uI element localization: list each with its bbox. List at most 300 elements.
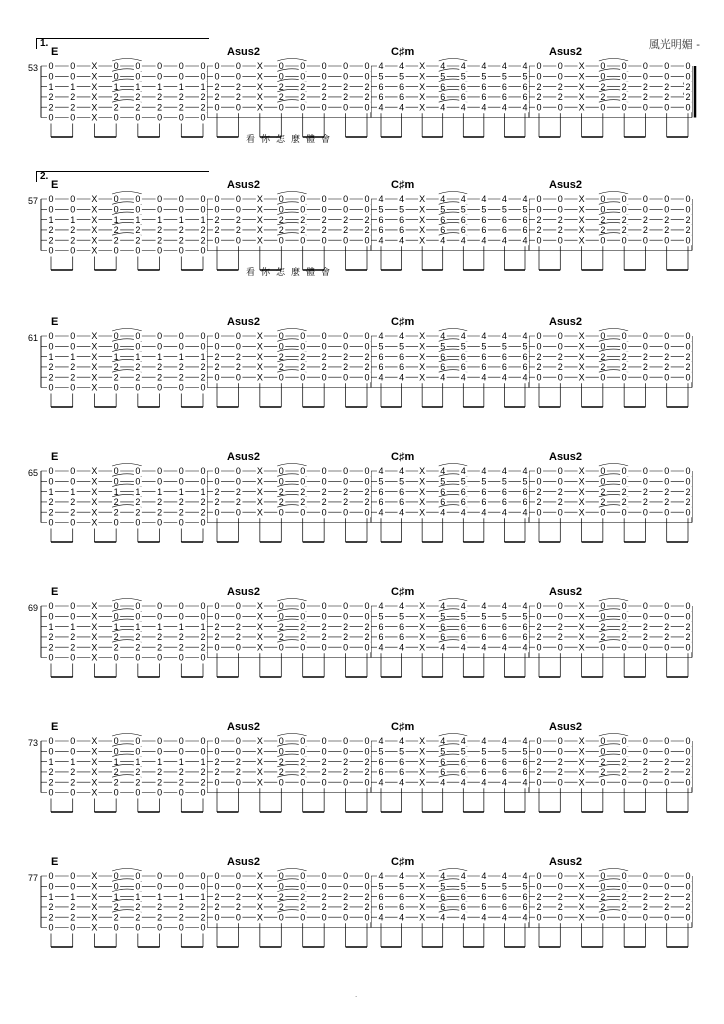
muted-note: X xyxy=(578,642,585,653)
muted-note: X xyxy=(91,497,98,508)
fret-number: 2 xyxy=(278,92,284,103)
fret-number: 0 xyxy=(321,331,327,342)
fret-number: 4 xyxy=(378,331,384,342)
fret-number: 0 xyxy=(343,507,349,518)
fret-number: 4 xyxy=(440,194,446,205)
fret-number: 5 xyxy=(399,611,405,622)
fret-number: 0 xyxy=(600,102,606,113)
fret-number: 0 xyxy=(321,466,327,477)
tab-staff xyxy=(24,850,700,960)
muted-note: X xyxy=(256,746,263,757)
muted-note: X xyxy=(91,871,98,882)
fret-number: 1 xyxy=(48,756,54,767)
fret-number: 6 xyxy=(481,902,487,913)
fret-number: 4 xyxy=(501,777,507,788)
fret-number: 5 xyxy=(522,611,528,622)
fret-number: 4 xyxy=(460,601,466,612)
fret-number: 2 xyxy=(642,362,648,373)
fret-number: 2 xyxy=(200,235,206,246)
fret-number: 2 xyxy=(343,214,349,225)
fret-number: 4 xyxy=(481,466,487,477)
fret-number: 4 xyxy=(440,507,446,518)
muted-note: X xyxy=(91,351,98,362)
fret-number: 2 xyxy=(157,497,163,508)
fret-number: 4 xyxy=(481,372,487,383)
chord-name: Asus2 xyxy=(549,46,583,58)
fret-number: 0 xyxy=(664,642,670,653)
fret-number: 0 xyxy=(557,204,563,215)
fret-number: 2 xyxy=(214,902,220,913)
fret-number: 0 xyxy=(113,194,119,205)
fret-number: 6 xyxy=(522,362,528,373)
fret-number: 6 xyxy=(522,81,528,92)
fret-number: 0 xyxy=(113,922,119,933)
muted-note: X xyxy=(256,507,263,518)
volta-label: 1. xyxy=(40,38,49,49)
fret-number: 0 xyxy=(364,71,370,82)
fret-number: 0 xyxy=(664,194,670,205)
muted-note: X xyxy=(419,881,426,892)
fret-number: 2 xyxy=(48,92,54,103)
fret-number: 0 xyxy=(557,476,563,487)
fret-number: 5 xyxy=(522,746,528,757)
fret-number: 0 xyxy=(536,912,542,923)
fret-number: 2 xyxy=(642,621,648,632)
fret-number: 0 xyxy=(278,736,284,747)
fret-number: 0 xyxy=(214,331,220,342)
fret-number: 1 xyxy=(178,756,184,767)
fret-number: 2 xyxy=(642,351,648,362)
fret-number: 6 xyxy=(378,214,384,225)
fret-number: 2 xyxy=(600,756,606,767)
fret-number: 6 xyxy=(399,225,405,236)
fret-number: 1 xyxy=(48,486,54,497)
fret-number: 6 xyxy=(440,486,446,497)
fret-number: 6 xyxy=(399,632,405,643)
muted-note: X xyxy=(578,102,585,113)
fret-number: 0 xyxy=(642,881,648,892)
fret-number: 6 xyxy=(501,756,507,767)
fret-number: 0 xyxy=(600,341,606,352)
fret-number: 2 xyxy=(621,351,627,362)
muted-note: X xyxy=(256,756,263,767)
fret-number: 2 xyxy=(70,102,76,113)
fret-number: 5 xyxy=(460,71,466,82)
fret-number: 0 xyxy=(135,112,141,123)
muted-note: X xyxy=(578,507,585,518)
fret-number: 2 xyxy=(235,756,241,767)
fret-number: 0 xyxy=(300,912,306,923)
fret-number: 6 xyxy=(399,902,405,913)
fret-number: 0 xyxy=(536,736,542,747)
fret-number: 2 xyxy=(200,372,206,383)
fret-number: 0 xyxy=(664,736,670,747)
muted-note: X xyxy=(578,871,585,882)
fret-number: 4 xyxy=(481,194,487,205)
fret-number: 6 xyxy=(460,767,466,778)
chord-name: C♯m xyxy=(391,46,415,58)
muted-note: X xyxy=(419,621,426,632)
fret-number: 0 xyxy=(214,746,220,757)
fret-number: 2 xyxy=(557,767,563,778)
fret-number: 1 xyxy=(157,214,163,225)
fret-number: 0 xyxy=(235,341,241,352)
fret-number: 4 xyxy=(378,235,384,246)
fret-number: 2 xyxy=(235,902,241,913)
fret-number: 2 xyxy=(48,225,54,236)
fret-number: 6 xyxy=(522,621,528,632)
fret-number: 0 xyxy=(300,601,306,612)
muted-note: X xyxy=(578,881,585,892)
fret-number: 0 xyxy=(200,881,206,892)
fret-number: 2 xyxy=(278,486,284,497)
muted-note: X xyxy=(419,194,426,205)
fret-number: 5 xyxy=(460,611,466,622)
fret-number: 0 xyxy=(685,746,691,757)
chord-name: E xyxy=(51,586,59,598)
fret-number: 0 xyxy=(536,601,542,612)
fret-number: 2 xyxy=(235,92,241,103)
fret-number: 6 xyxy=(522,756,528,767)
fret-number: 2 xyxy=(178,497,184,508)
fret-number: 6 xyxy=(378,891,384,902)
fret-number: 2 xyxy=(664,632,670,643)
fret-number: 0 xyxy=(364,102,370,113)
muted-note: X xyxy=(578,632,585,643)
fret-number: 2 xyxy=(278,756,284,767)
fret-number: 0 xyxy=(364,476,370,487)
fret-number: 2 xyxy=(178,92,184,103)
muted-note: X xyxy=(256,486,263,497)
fret-number: 5 xyxy=(399,341,405,352)
fret-number: 2 xyxy=(70,632,76,643)
fret-number: 0 xyxy=(557,746,563,757)
fret-number: 0 xyxy=(300,507,306,518)
fret-number: 0 xyxy=(200,194,206,205)
fret-number: 0 xyxy=(557,235,563,246)
fret-number: 5 xyxy=(440,71,446,82)
muted-note: X xyxy=(91,881,98,892)
fret-number: 0 xyxy=(685,61,691,72)
fret-number: 2 xyxy=(200,642,206,653)
fret-number: 2 xyxy=(200,632,206,643)
muted-note: X xyxy=(91,611,98,622)
muted-note: X xyxy=(419,507,426,518)
fret-number: 4 xyxy=(378,61,384,72)
fret-number: 6 xyxy=(460,497,466,508)
fret-number: 0 xyxy=(536,476,542,487)
muted-note: X xyxy=(578,81,585,92)
muted-note: X xyxy=(256,71,263,82)
fret-number: 6 xyxy=(522,891,528,902)
fret-number: 2 xyxy=(178,642,184,653)
fret-number: 0 xyxy=(135,736,141,747)
fret-number: 2 xyxy=(557,214,563,225)
fret-number: 5 xyxy=(460,204,466,215)
muted-note: X xyxy=(256,341,263,352)
fret-number: 0 xyxy=(364,912,370,923)
muted-note: X xyxy=(91,341,98,352)
fret-number: 2 xyxy=(235,632,241,643)
fret-number: 0 xyxy=(70,787,76,798)
fret-number: 0 xyxy=(536,194,542,205)
fret-number: 0 xyxy=(214,881,220,892)
fret-number: 4 xyxy=(399,466,405,477)
fret-number: 6 xyxy=(481,92,487,103)
fret-number: 2 xyxy=(685,362,691,373)
muted-note: X xyxy=(578,214,585,225)
chord-name: Asus2 xyxy=(227,46,261,58)
fret-number: 0 xyxy=(70,194,76,205)
fret-number: 6 xyxy=(460,902,466,913)
fret-number: 2 xyxy=(235,767,241,778)
fret-number: 0 xyxy=(48,922,54,933)
fret-number: 6 xyxy=(378,486,384,497)
fret-number: 4 xyxy=(481,871,487,882)
fret-number: 0 xyxy=(135,787,141,798)
fret-number: 6 xyxy=(522,92,528,103)
fret-number: 0 xyxy=(321,777,327,788)
fret-number: 0 xyxy=(685,611,691,622)
fret-number: 4 xyxy=(440,736,446,747)
lyrics: 看你怎麼體會 xyxy=(246,135,337,145)
fret-number: 1 xyxy=(157,891,163,902)
fret-number: 4 xyxy=(460,642,466,653)
fret-number: 6 xyxy=(440,92,446,103)
fret-number: 0 xyxy=(557,871,563,882)
fret-number: 0 xyxy=(214,777,220,788)
fret-number: 2 xyxy=(214,767,220,778)
fret-number: 0 xyxy=(343,642,349,653)
muted-note: X xyxy=(419,611,426,622)
fret-number: 4 xyxy=(399,235,405,246)
fret-number: 5 xyxy=(378,204,384,215)
fret-number: 0 xyxy=(70,204,76,215)
fret-number: 2 xyxy=(135,632,141,643)
fret-number: 0 xyxy=(157,194,163,205)
fret-number: 1 xyxy=(200,351,206,362)
fret-number: 0 xyxy=(642,194,648,205)
fret-number: 2 xyxy=(235,362,241,373)
muted-note: X xyxy=(256,362,263,373)
fret-number: 0 xyxy=(343,194,349,205)
fret-number: 2 xyxy=(135,902,141,913)
fret-number: 0 xyxy=(235,507,241,518)
muted-note: X xyxy=(419,736,426,747)
fret-number: 0 xyxy=(321,61,327,72)
fret-number: 6 xyxy=(460,92,466,103)
fret-number: 1 xyxy=(157,351,163,362)
fret-number: 5 xyxy=(399,476,405,487)
muted-note: X xyxy=(578,601,585,612)
fret-number: 2 xyxy=(70,902,76,913)
muted-note: X xyxy=(578,621,585,632)
fret-number: 0 xyxy=(621,204,627,215)
fret-number: 2 xyxy=(321,81,327,92)
fret-number: 0 xyxy=(300,61,306,72)
fret-number: 4 xyxy=(481,235,487,246)
fret-number: 2 xyxy=(200,362,206,373)
fret-number: 0 xyxy=(642,736,648,747)
fret-number: 6 xyxy=(460,632,466,643)
fret-number: 0 xyxy=(685,71,691,82)
muted-note: X xyxy=(578,736,585,747)
fret-number: 2 xyxy=(200,225,206,236)
fret-number: 2 xyxy=(135,767,141,778)
fret-number: 0 xyxy=(48,61,54,72)
fret-number: 2 xyxy=(600,225,606,236)
fret-number: 2 xyxy=(157,902,163,913)
fret-number: 0 xyxy=(278,871,284,882)
fret-number: 2 xyxy=(157,632,163,643)
fret-number: 2 xyxy=(536,891,542,902)
fret-number: 1 xyxy=(113,621,119,632)
muted-note: X xyxy=(256,61,263,72)
fret-number: 6 xyxy=(378,497,384,508)
fret-number: 6 xyxy=(378,621,384,632)
fret-number: 0 xyxy=(557,61,563,72)
chord-name: E xyxy=(51,451,59,463)
fret-number: 0 xyxy=(113,517,119,528)
fret-number: 2 xyxy=(664,81,670,92)
muted-note: X xyxy=(91,902,98,913)
fret-number: 0 xyxy=(278,204,284,215)
muted-note: X xyxy=(256,632,263,643)
fret-number: 2 xyxy=(557,497,563,508)
fret-number: 0 xyxy=(364,777,370,788)
fret-number: 4 xyxy=(522,102,528,113)
muted-note: X xyxy=(256,881,263,892)
fret-number: 2 xyxy=(157,235,163,246)
fret-number: 2 xyxy=(200,902,206,913)
fret-number: 0 xyxy=(364,341,370,352)
chord-name: Asus2 xyxy=(227,856,261,868)
fret-number: 2 xyxy=(621,81,627,92)
fret-number: 2 xyxy=(621,756,627,767)
fret-number: 0 xyxy=(621,194,627,205)
fret-number: 0 xyxy=(664,331,670,342)
fret-number: 2 xyxy=(642,225,648,236)
muted-note: X xyxy=(256,214,263,225)
fret-number: 0 xyxy=(278,881,284,892)
fret-number: 0 xyxy=(214,871,220,882)
fret-number: 4 xyxy=(399,871,405,882)
fret-number: 0 xyxy=(621,341,627,352)
fret-number: 2 xyxy=(113,497,119,508)
fret-number: 4 xyxy=(522,331,528,342)
fret-number: 0 xyxy=(300,642,306,653)
fret-number: 5 xyxy=(440,476,446,487)
fret-number: 0 xyxy=(343,341,349,352)
measure-number: 61 xyxy=(28,333,39,343)
fret-number: 2 xyxy=(178,372,184,383)
fret-number: 6 xyxy=(460,225,466,236)
fret-number: 0 xyxy=(214,507,220,518)
fret-number: 0 xyxy=(157,881,163,892)
fret-number: 4 xyxy=(378,507,384,518)
fret-number: 0 xyxy=(300,204,306,215)
fret-number: 6 xyxy=(378,902,384,913)
fret-number: 0 xyxy=(600,476,606,487)
fret-number: 0 xyxy=(343,881,349,892)
fret-number: 6 xyxy=(522,214,528,225)
fret-number: 2 xyxy=(48,507,54,518)
fret-number: 5 xyxy=(481,476,487,487)
fret-number: 0 xyxy=(621,746,627,757)
fret-number: 0 xyxy=(135,871,141,882)
fret-number: 2 xyxy=(178,902,184,913)
fret-number: 5 xyxy=(501,476,507,487)
fret-number: 2 xyxy=(557,632,563,643)
fret-number: 5 xyxy=(440,611,446,622)
fret-number: 6 xyxy=(501,767,507,778)
fret-number: 0 xyxy=(214,466,220,477)
fret-number: 0 xyxy=(157,112,163,123)
fret-number: 0 xyxy=(135,611,141,622)
fret-number: 0 xyxy=(135,652,141,663)
fret-number: 2 xyxy=(536,225,542,236)
fret-number: 0 xyxy=(70,922,76,933)
fret-number: 6 xyxy=(399,497,405,508)
muted-note: X xyxy=(419,632,426,643)
fret-number: 2 xyxy=(685,351,691,362)
fret-number: 4 xyxy=(399,331,405,342)
muted-note: X xyxy=(578,362,585,373)
fret-number: 0 xyxy=(113,736,119,747)
fret-number: 5 xyxy=(481,746,487,757)
fret-number: 4 xyxy=(501,642,507,653)
fret-number: 2 xyxy=(300,362,306,373)
fret-number: 2 xyxy=(600,902,606,913)
fret-number: 5 xyxy=(378,341,384,352)
fret-number: 0 xyxy=(135,746,141,757)
fret-number: 5 xyxy=(522,341,528,352)
fret-number: 6 xyxy=(481,225,487,236)
fret-number: 2 xyxy=(157,767,163,778)
muted-note: X xyxy=(256,476,263,487)
fret-number: 6 xyxy=(501,486,507,497)
fret-number: 0 xyxy=(235,194,241,205)
muted-note: X xyxy=(419,351,426,362)
fret-number: 0 xyxy=(48,611,54,622)
fret-number: 0 xyxy=(70,382,76,393)
fret-number: 2 xyxy=(343,225,349,236)
fret-number: 1 xyxy=(48,891,54,902)
fret-number: 5 xyxy=(378,71,384,82)
fret-number: 4 xyxy=(378,777,384,788)
fret-number: 0 xyxy=(536,71,542,82)
fret-number: 0 xyxy=(113,61,119,72)
fret-number: 0 xyxy=(178,881,184,892)
muted-note: X xyxy=(578,476,585,487)
fret-number: 1 xyxy=(200,891,206,902)
fret-number: 0 xyxy=(235,881,241,892)
fret-number: 2 xyxy=(300,225,306,236)
fret-number: 0 xyxy=(557,777,563,788)
fret-number: 6 xyxy=(440,902,446,913)
muted-note: X xyxy=(91,891,98,902)
chord-name: C♯m xyxy=(391,179,415,191)
fret-number: 5 xyxy=(378,476,384,487)
fret-number: 2 xyxy=(685,902,691,913)
fret-number: 6 xyxy=(481,362,487,373)
fret-number: 2 xyxy=(235,621,241,632)
fret-number: 1 xyxy=(135,214,141,225)
fret-number: 2 xyxy=(343,351,349,362)
fret-number: 0 xyxy=(321,611,327,622)
fret-number: 4 xyxy=(378,736,384,747)
fret-number: 0 xyxy=(557,601,563,612)
